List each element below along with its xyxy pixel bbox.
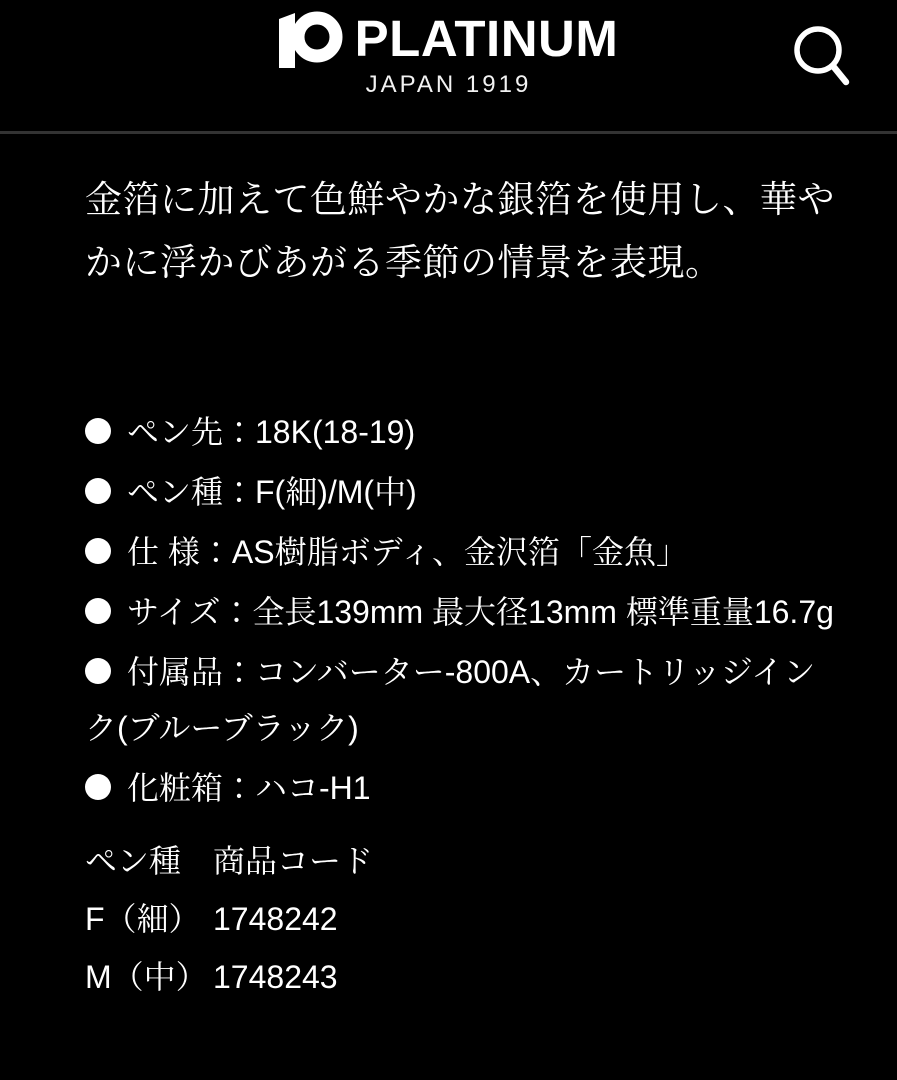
bullet-icon [85,418,111,444]
brand-logo[interactable] [0,10,897,99]
spec-item-text: 付属品：コンバーター-800A、カートリッジインク(ブルーブラック) [85,654,816,746]
spec-item-text: 化粧箱：ハコ-H1 [127,770,371,806]
spec-item-text: 仕 様：AS樹脂ボディ、金沢箔「金魚」 [127,534,689,570]
app-header [0,0,897,134]
column-header-product-code: 商品コード [213,843,374,879]
search-button[interactable] [791,22,853,88]
spec-item-pen-type [85,464,845,520]
spec-item-nib [85,404,845,460]
spec-item-text: ペン種：F(細)/M(中) [127,474,417,510]
product-description: 金箔に加えて色鮮やかな銀箔を使用し、華やかに浮かびあがる季節の情景を表現。 [85,179,835,283]
product-code-table [85,832,845,1006]
table-header-row [85,832,845,890]
search-icon [791,22,853,88]
product-spec-section [0,134,897,1006]
cell-pen-type: F（細） [85,901,201,937]
spec-item-size [85,584,845,640]
spec-item-accessories [85,644,845,756]
bullet-icon [85,538,111,564]
spec-item-box [85,760,845,816]
spec-item-specification [85,524,845,580]
bullet-icon [85,774,111,800]
spec-item-text: サイズ：全長139mm 最大径13mm 標準重量16.7g [127,594,834,630]
bullet-icon [85,598,111,624]
brand-name: PLATINUM [354,10,619,67]
spec-item-text: ペン先：18K(18-19) [127,414,416,450]
table-row [85,948,845,1006]
logo-row [0,10,897,68]
bullet-icon [85,658,111,684]
spec-list [85,404,845,816]
table-row [85,890,845,948]
cell-product-code: 1748242 [213,901,338,937]
platinum-p-mark-icon [279,10,345,68]
cell-pen-type: M（中） [85,959,208,995]
column-header-pen-type: ペン種 [85,843,182,879]
bullet-icon [85,478,111,504]
brand-tagline: JAPAN 1919 [365,71,532,98]
cell-product-code: 1748243 [213,959,338,995]
